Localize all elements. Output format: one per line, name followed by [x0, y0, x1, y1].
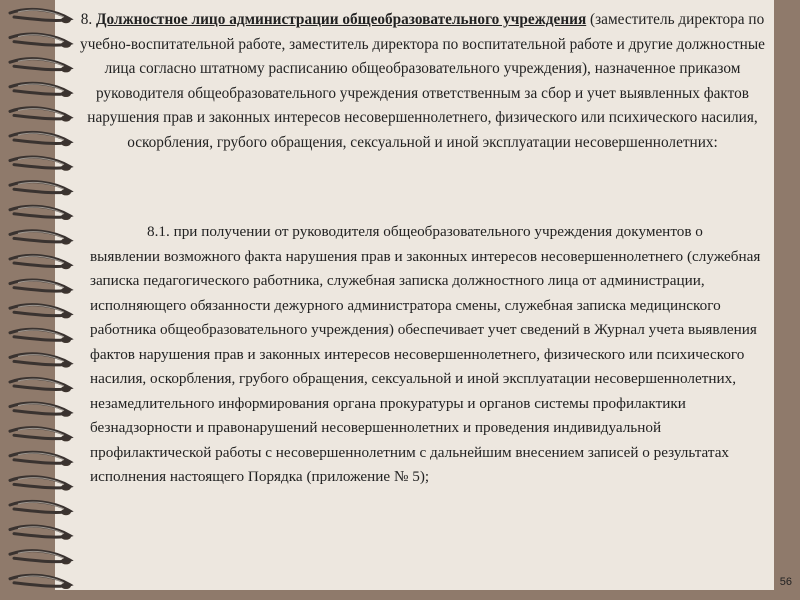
binding-ring	[10, 255, 71, 269]
binding-ring	[10, 132, 71, 146]
binding-ring	[10, 501, 71, 515]
heading-number: 8.	[80, 11, 93, 28]
binding-ring	[10, 403, 71, 417]
spiral-binding	[0, 0, 80, 600]
binding-ring	[10, 157, 71, 171]
binding-ring	[10, 280, 71, 294]
binding-ring	[10, 305, 71, 319]
binding-ring	[10, 526, 71, 540]
binding-ring	[10, 477, 71, 491]
binding-ring	[10, 575, 71, 589]
binding-ring	[10, 378, 71, 392]
heading-title: Должностное лицо администрации общеобразовательного учреждения	[96, 11, 587, 28]
binding-ring	[10, 83, 71, 97]
section-heading	[70, 8, 775, 155]
binding-ring	[10, 9, 71, 23]
binding-ring	[10, 59, 71, 73]
heading-body: (заместитель директора по учебно-воспитательной работе, заместитель директора по воспитательной работе и другие должностные лица согласно штатному расписанию общеобразовательного учреждения), назначенное приказом руководителя общеобразовательного учреждения ответственным за сбор и учет выявленных фактов нарушения прав и законных интересов несовершеннолетнего, физического или психического насилия, оскорбления, грубого обращения, сексуальной и иной эксплуатации несовершеннолетних:	[80, 11, 765, 151]
binding-ring	[10, 182, 71, 196]
binding-ring	[10, 551, 71, 565]
binding-ring	[10, 452, 71, 466]
binding-ring	[10, 428, 71, 442]
binding-ring	[10, 329, 71, 343]
paragraph-8-1: 8.1. при получении от руководителя общеобразовательного учреждения документов о выявлении возможного факта нарушения прав и законных интересов несовершеннолетнего (служебная записка педагогического работника, служебная записка должностного лица от администрации, исполняющего обязанности дежурного администратора смены, служебная записка медицинского работника общеобразовательного учреждения) обеспечивает учет сведений в Журнал учета выявления фактов нарушения прав и законных интересов несовершеннолетнего, физического или психического насилия, оскорбления, грубого обращения, сексуальной и иной эксплуатации несовершеннолетних, незамедлительного информирования органа прокуратуры и органов системы профилактики безнадзорности и правонарушений несовершеннолетних и проведения индивидуальной профилактической работы с несовершеннолетним с дальнейшим внесением записей о результатах исполнения настоящего Порядка (приложение № 5);	[90, 223, 761, 485]
binding-ring	[10, 34, 71, 48]
slide-number: 56	[779, 576, 792, 588]
binding-ring	[10, 354, 71, 368]
binding-ring	[10, 206, 71, 220]
binding-ring	[10, 231, 71, 245]
binding-ring	[10, 108, 71, 122]
